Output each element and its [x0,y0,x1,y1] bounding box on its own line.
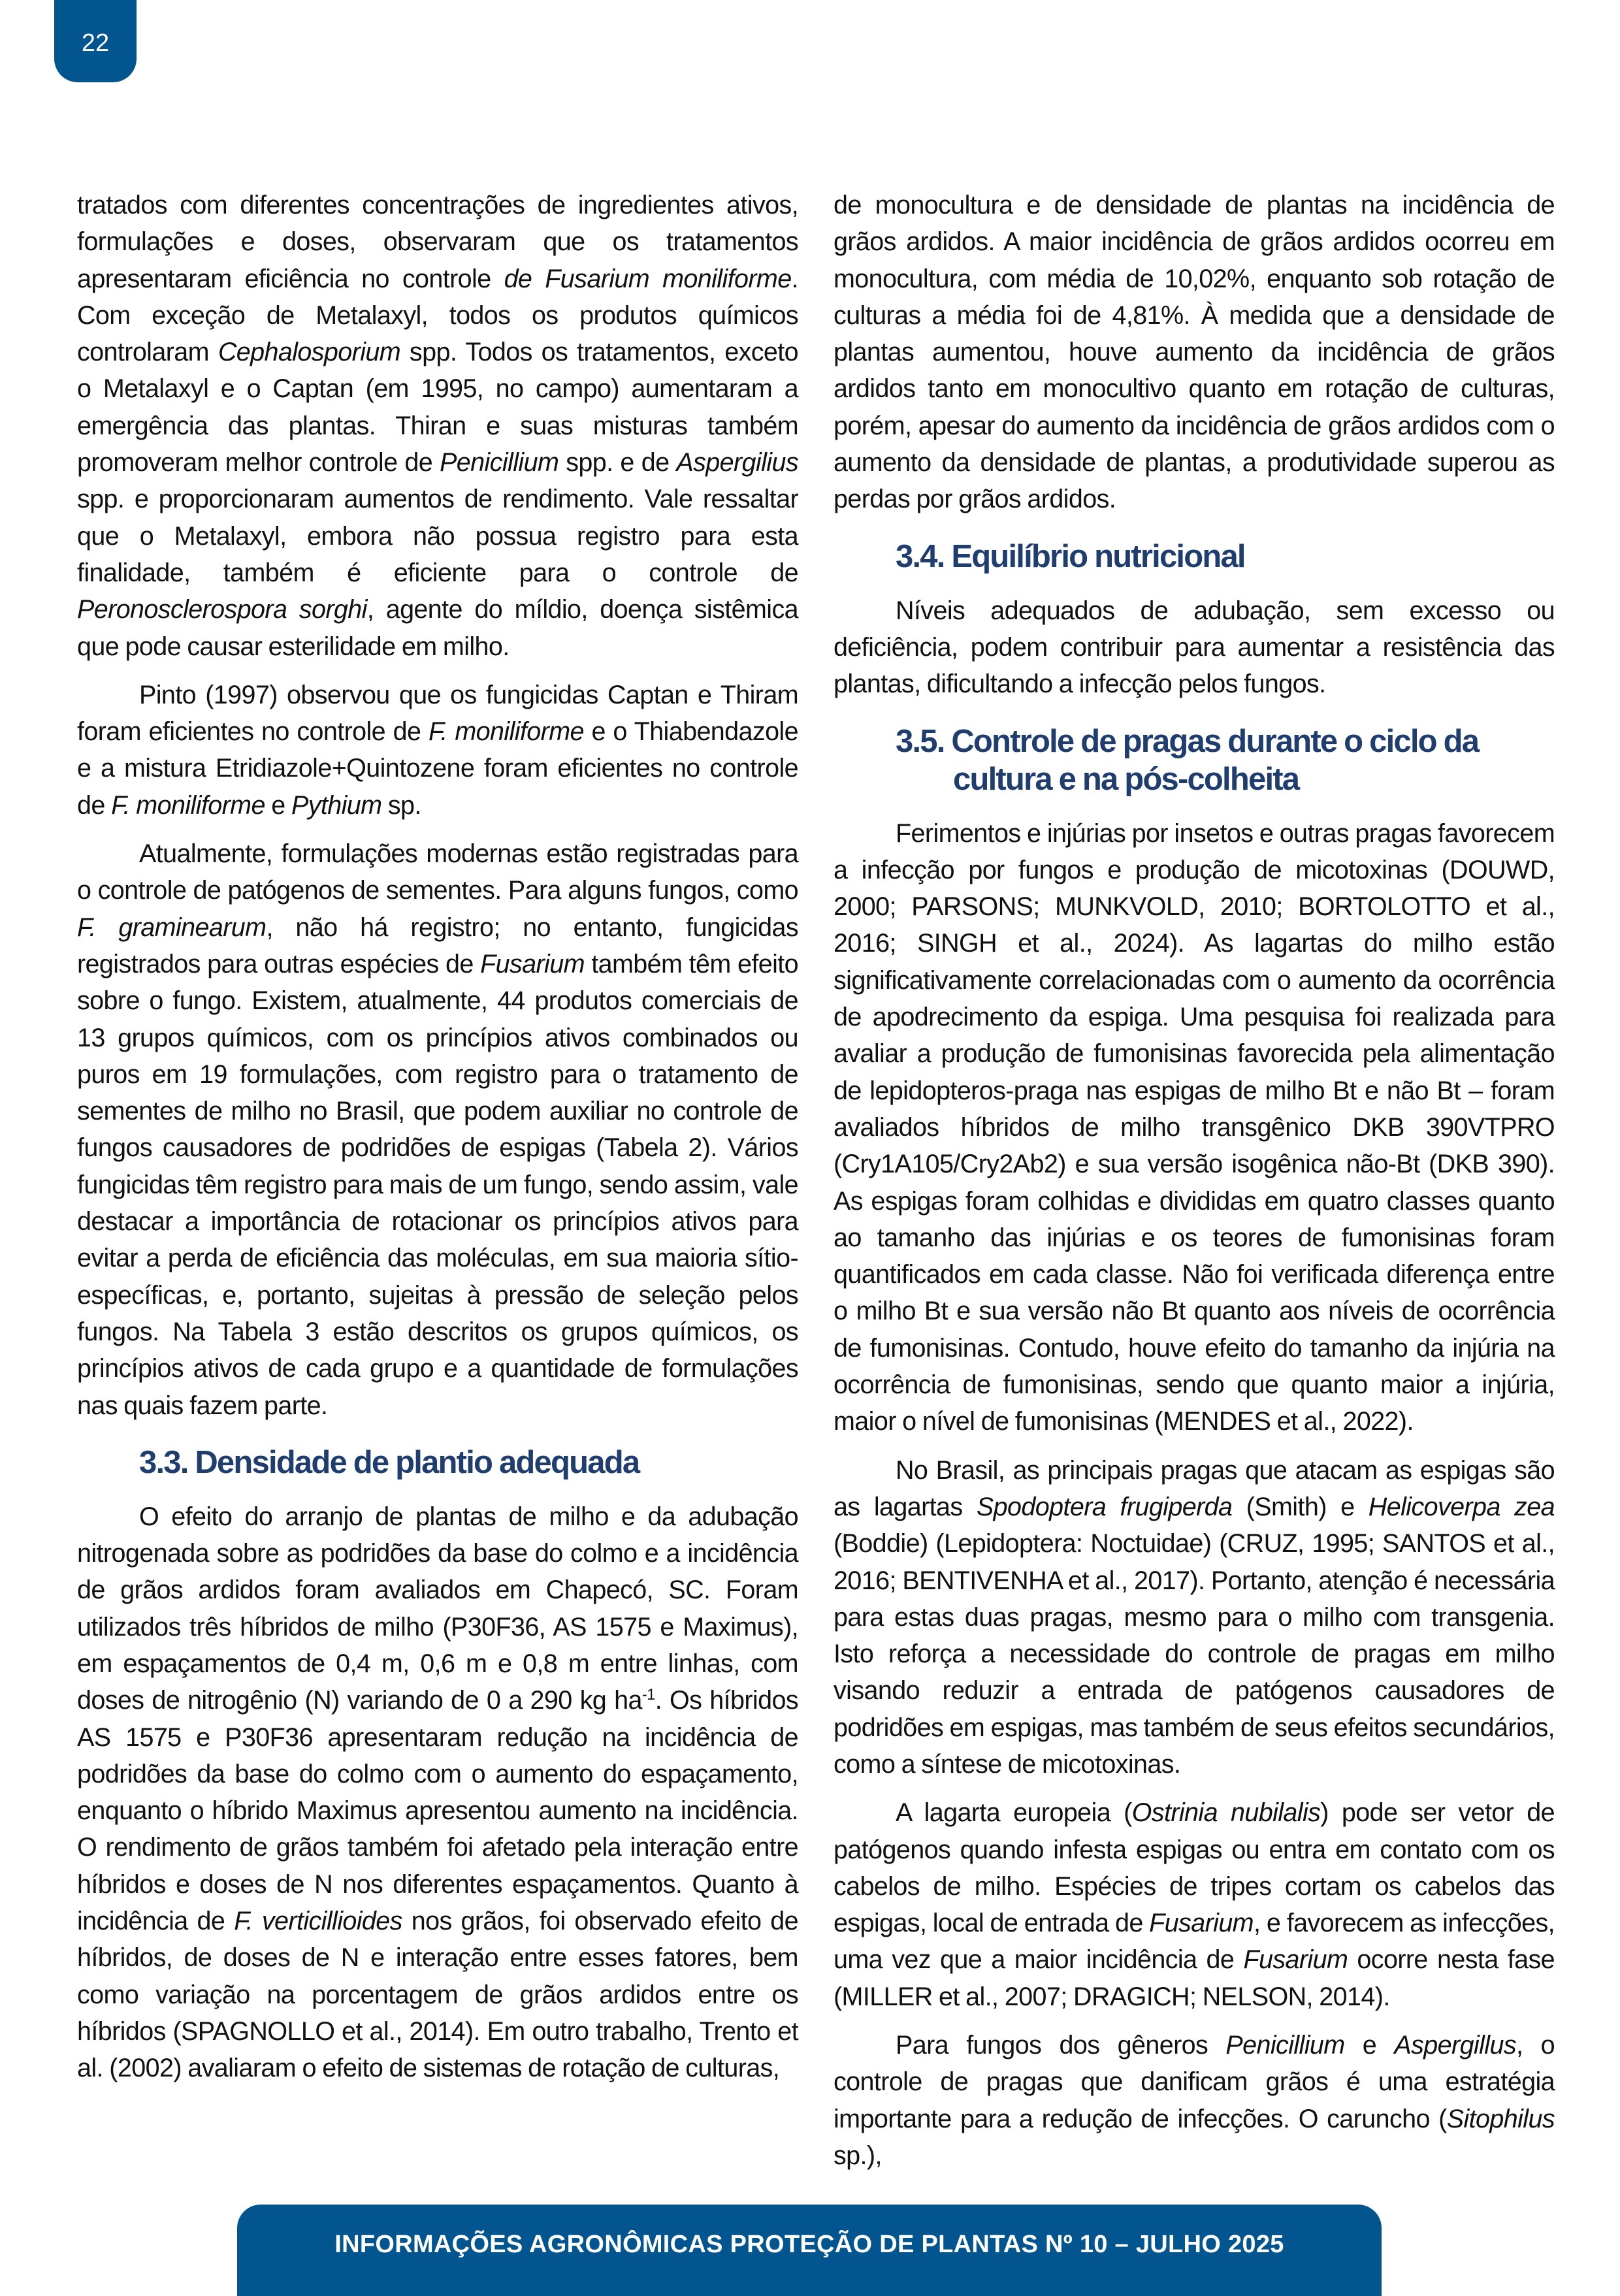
paragraph: tratados com diferentes concentrações de ingredientes ativos, formulações e doses, observaram que os tratamentos apresentaram eficiência no controle de Fusarium moniliforme. Com exceção de Metalaxyl, todos os produtos químicos controlaram Cephalosporium spp. Todos os tratamentos, exceto o Metalaxyl e o Captan (em 1995, no campo) aumentaram a emergência das plantas. Thiran e suas misturas também promoveram melhor controle de Penicillium spp. e de Aspergilius spp. e proporcionaram aumentos de rendimento. Vale ressaltar que o Metalaxyl, embora não possua registro para esta finalidade, também é eficiente para o controle de Peronosclerospora sorghi, agente do míldio, doença sistêmica que pode causar esterilidade em milho. [77,191,799,661]
superscript: -1 [641,1687,655,1704]
species-name: Fusarium [1243,1945,1348,1975]
paragraph: Para fungos dos gêneros Penicillium e Aspergillus, o controle de pragas que danificam grãos é uma estratégia importante para a redução de infecções. O caruncho (Sitophilus sp.), [834,2031,1555,2170]
paragraph: O efeito do arranjo de plantas de milho e da adubação nitrogenada sobre as podridões da base do colmo e a incidência de grãos ardidos foram avaliados em Chapecó, SC. Foram utilizados três híbridos de milho (P30F36, AS 1575 e Maximus), em espaçamentos de 0,4 m, 0,6 m e 0,8 m entre linhas, com doses de nitrogênio (N) variando de 0 a 290 kg $ha^{-1}$. Os híbridos AS 1575 e P30F36 apresentaram redução na incidência de podridões da base do colmo com o aumento do espaçamento, enquanto o híbrido Maximus apresentou aumento na incidência. O rendimento de grãos também foi afetado pela interação entre híbridos e doses de N nos diferentes espaçamentos. Quanto à incidência de F. verticillioides nos grãos, foi observado efeito de híbridos, de doses de N e interação entre esses fatores, bem como variação na porcentagem de grãos ardidos entre os híbridos (SPAGNOLLO et al., 2014). Em outro trabalho, Trento et al. (2002) avaliaram o efeito de sistemas de rotação de culturas, [77,1502,799,2083]
species-name: Pythium [291,790,382,820]
species-name: F. graminearum [77,913,267,942]
page-number-tab [54,0,137,82]
species-name: Cephalosporium [218,338,401,367]
species-name: F. verticillioides [234,1907,402,1936]
species-name: Peronosclerospora sorghi [77,595,367,624]
paragraph: Atualmente, formulações modernas estão registradas para o controle de patógenos de sementes. Para alguns fungos, como F. graminearum, não há registro; no entanto, fungicidas registrados para outras espécies de Fusarium também têm efeito sobre o fungo. Existem, atualmente, 44 produtos comerciais de 13 grupos químicos, com os princípios ativos combinados ou puros em 19 formulações, com registro para o tratamento de sementes de milho no Brasil, que podem auxiliar no controle de fungos causadores de podridões de espigas (Tabela 2). Vários fungicidas têm registro para mais de um fungo, sendo assim, vale destacar a importância de rotacionar os princípios ativos para evitar a perda de eficiência das moléculas, em sua maioria sítio-específicas, e, portanto, sujeitas à pressão de seleção pelos fungos. Na Tabela 3 estão descritos os grupos químicos, os princípios ativos de cada grupo e a quantidade de formulações nas quais fazem parte. [77,839,798,1420]
right-column [834,187,1555,2186]
paragraph: Ferimentos e injúrias por insetos e outras pragas favorecem a infecção por fungos e produção de micotoxinas (DOUWD, 2000; PARSONS; MUNKVOLD, 2010; BORTOLOTTO et al., 2016; SINGH et al., 2024). As lagartas do milho estão significativamente correlacionadas com o aumento da ocorrência de apodrecimento da espiga. Uma pesquisa foi realizada para avaliar a produção de fumonisinas favorecida pela alimentação de lepidopteros-praga nas espigas de milho Bt e não Bt – foram avaliados híbridos de milho transgênico DKB 390VTPRO (Cry1A105/Cry2Ab2) e sua versão isogênica não-Bt (DKB 390). As espigas foram colhidas e divididas em quatro classes quanto ao tamanho das injúrias e os teores de fumonisinas foram quantificados em cada classe. Não foi verificada diferença entre o milho Bt e sua versão não Bt quanto aos níveis de ocorrência de fumonisinas. Contudo, houve efeito do tamanho da injúria na ocorrência de fumonisinas, sendo que quanto maior a injúria, maior o nível de fumonisinas (MENDES et al., 2022). [834,818,1555,1436]
species-name: Helicoverpa zea [1368,1492,1555,1521]
section-heading-3-5: 3.5. Controle de pragas durante o ciclo da cultura e na pós-colheita [896,723,1479,797]
paragraph: Pinto (1997) observou que os fungicidas Captan e Thiram foram eficientes no controle de F. moniliforme e o Thiabendazole e a mistura Etridiazole+Quintozene foram eficientes no controle de F. moniliforme e Pythium sp. [77,680,798,820]
species-name: Penicillium [440,448,559,477]
paragraph: de monocultura e de densidade de plantas na incidência de grãos ardidos. A maior incidência de grãos ardidos ocorreu em monocultura, com média de 10,02%, enquanto sob rotação de culturas a média foi de 4,81%. À medida que a densidade de plantas aumentou, houve aumento da incidência de grãos ardidos tanto em monocultivo quanto em rotação de culturas, porém, apesar do aumento da incidência de grãos ardidos com o aumento da densidade de plantas, a produtividade superou as perdas por grãos ardidos. [834,191,1555,514]
footer-publication-title: INFORMAÇÕES AGRONÔMICAS PROTEÇÃO DE PLANTAS Nº 10 – JULHO 2025 [334,2231,1284,2258]
species-name: Ostrinia nubilalis [1131,1798,1321,1828]
species-name: Fusarium [1149,1909,1254,1938]
paragraph: A lagarta europeia (Ostrinia nubilalis) pode ser vetor de patógenos quando infesta espigas ou entra em contato com os cabelos de milho. Espécies de tripes cortam os cabelos das espigas, local de entrada de Fusarium, e favorecem as infecções, uma vez que a maior incidência de Fusarium ocorre nesta fase (MILLER et al., 2007; DRAGICH; NELSON, 2014). [834,1798,1555,2011]
left-column [77,187,798,2099]
species-name: Sitophilus [1446,2104,1555,2133]
paragraph: No Brasil, as principais pragas que atacam as espigas são as lagartas Spodoptera frugiperda (Smith) e Helicoverpa zea (Boddie) (Lepidoptera: Noctuidae) (CRUZ, 1995; SANTOS et al., 2016; BENTIVENHA et al., 2017). Portanto, atenção é necessária para estas duas pragas, mesmo para o milho com transgenia. Isto reforça a necessidade do controle de pragas em milho visando reduzir a entrada de patógenos causadores de podridões em espigas, mas também de seus efeitos secundários, como a síntese de micotoxinas. [834,1455,1555,1779]
species-name: de Fusarium moniliforme [504,264,792,293]
species-name: Penicillium [1225,2031,1345,2060]
paragraph: Níveis adequados de adubação, sem excesso ou deficiência, podem contribuir para aumentar a resistência das plantas, dificultando a infecção pelos fungos. [834,596,1555,699]
section-heading-3-3: 3.3. Densidade de plantio adequada [139,1444,640,1480]
species-name: F. moniliforme [428,717,584,747]
species-name: Aspergillus [1394,2031,1517,2060]
section-heading-3-4: 3.4. Equilíbrio nutricional [896,538,1245,574]
species-name: Aspergilius [676,448,798,477]
species-name: Spodoptera frugiperda [976,1492,1233,1521]
page-number: 22 [81,29,110,57]
footer-banner [237,2205,1382,2296]
species-name: F. moniliforme [111,790,265,820]
species-name: Fusarium [480,949,585,978]
